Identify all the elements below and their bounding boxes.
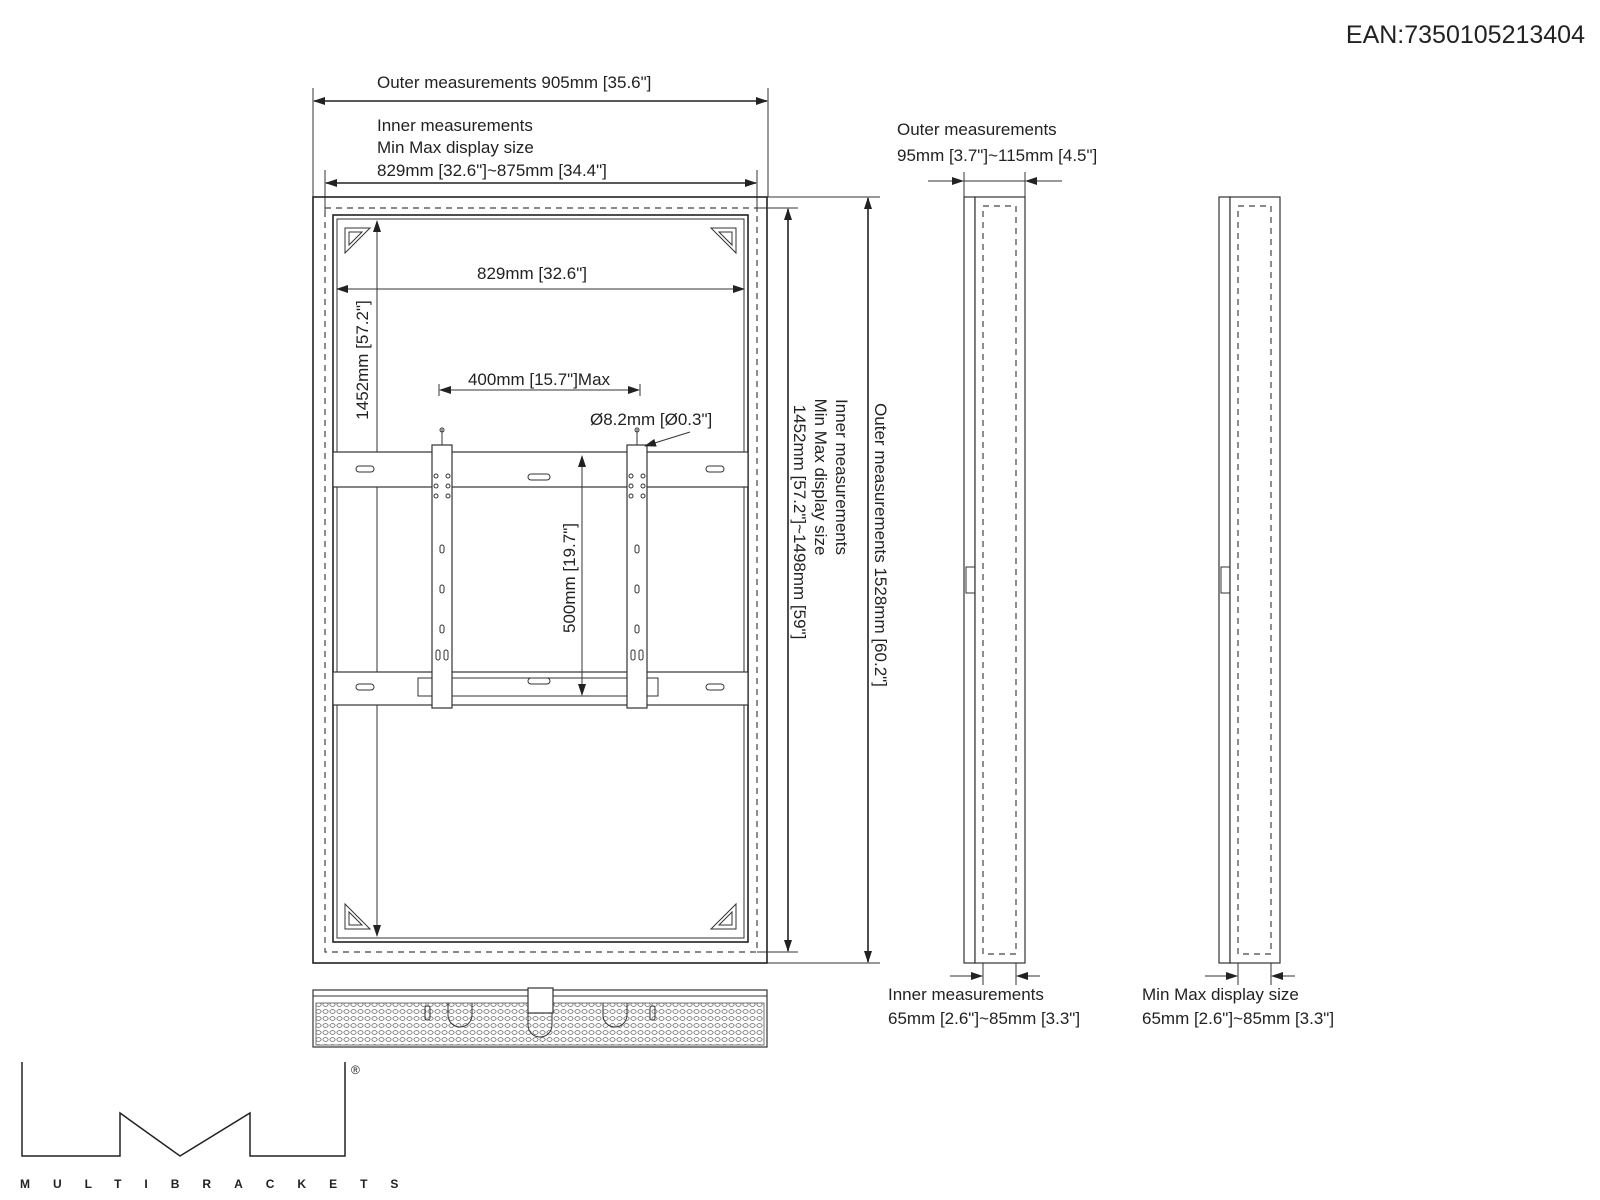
horizontal-rails xyxy=(333,452,748,705)
inner-frame xyxy=(333,215,748,942)
inner-height-title-label: Inner measurements xyxy=(832,399,851,555)
width-829-label: 829mm [32.6"] xyxy=(477,264,587,283)
side-inner-range-label: 65mm [2.6"]~85mm [3.3"] xyxy=(888,1009,1081,1028)
vesa-400-label: 400mm [15.7"]Max xyxy=(467,370,611,389)
inner-minmax-label: Min Max display size xyxy=(377,138,534,157)
inner-height-minmax-label: Min Max display size xyxy=(811,398,830,556)
multibrackets-logo xyxy=(20,1062,421,1191)
side-view-display xyxy=(1205,197,1295,985)
vesa-500-label: 500mm [19.7"] xyxy=(560,523,579,633)
outer-height-label: Outer measurements 1528mm [60.2"] xyxy=(871,403,890,687)
hole-label: Ø8.2mm [Ø0.3"] xyxy=(590,410,713,429)
bottom-view xyxy=(313,988,767,1047)
brand-name: MULTIBRACKETS xyxy=(20,1177,422,1191)
ean-code: EAN:7350105213404 xyxy=(1345,21,1585,49)
outer-frame xyxy=(313,197,767,963)
side-view-outer xyxy=(928,172,1062,985)
inner-width-range-label: 829mm [32.6"]~875mm [34.4"] xyxy=(377,161,607,180)
side-outer-range-label: 95mm [3.7"]~115mm [4.5"] xyxy=(897,146,1098,165)
side-inner-title-label: Inner measurements xyxy=(888,985,1044,1004)
vertical-bracket-left xyxy=(432,428,452,708)
registered-mark: ® xyxy=(351,1063,360,1077)
inner-title-label: Inner measurements xyxy=(377,116,533,135)
height-1452-label: 1452mm [57.2"] xyxy=(353,300,372,420)
side2-range-label: 65mm [2.6"]~85mm [3.3"] xyxy=(1142,1009,1335,1028)
vertical-bracket-right xyxy=(627,428,647,708)
side2-title-label: Min Max display size xyxy=(1142,985,1299,1004)
outer-width-label: Outer measurements 905mm [35.6"] xyxy=(377,73,652,92)
hole-leader xyxy=(645,432,690,446)
side-outer-title-label: Outer measurements xyxy=(897,120,1057,139)
corner-brackets xyxy=(345,228,736,929)
inner-height-range-label: 1452mm [57.2"]~1498mm [59"] xyxy=(790,404,809,640)
